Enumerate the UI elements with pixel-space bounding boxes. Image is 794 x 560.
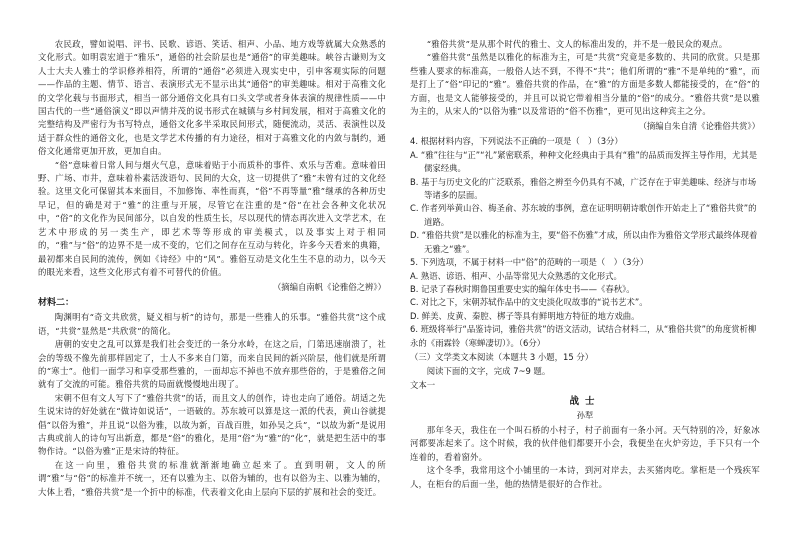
material-two-paragraph-4: 在这一向里，雅俗共赏的标准就渐渐地确立起来了。直到明朝，文人的所谓“雅”与“俗”的标准并不统一，还有以雅为主、以俗为辅的，也有以俗为主、以雅为辅的，大体上看，“雅俗共赏”是一个折中的标准，代表着文化由上层向下层的扩展和社会的变迁。 xyxy=(38,459,386,497)
question-5-option-b: B. 记录了春秋时期鲁国重要史实的编年体史书——《春秋》。 xyxy=(410,283,635,294)
material-two-paragraph-1: 陶渊明有“奇文共欣赏，疑义相与析”的诗句，那是一些雅人的乐事。“雅俗共赏”这个成语，“共赏”显然是“共欣赏”的简化。 xyxy=(38,312,386,336)
text-one-label: 文本一 xyxy=(410,379,436,390)
section-three-instructions: 阅读下面的文字，完成 7~9 题。 xyxy=(426,365,551,376)
question-6: 6. 班级将举行“品鉴诗词，雅俗共赏”的语文活动，试结合材料二，从“雅俗共赏”的角度赏析柳永的《雨霖铃（寒蝉凄切）》。（6分） xyxy=(410,324,757,348)
question-4-option-b: B. 基于与历史文化的广泛联系，雅俗之辨至今仍具有不减，广泛存在于审美趣味、经济与市场等诸多的层面。 xyxy=(410,176,757,201)
material-one-paragraph-2: “俗”意味着日常人间与烟火气息，意味着贴于小而质朴的事件、欢乐与苦难。意味着田野、广场、市井，意味着朴素活泼语句、民间的大众，这一切提供了“雅”未曾有过的文化经验。这里文化可保留其本来面目，不加修饰、率性而真，“俗”不再等量“雅”继承的各种历史早记，但的确是对于“雅”的注重与开展，尽管它在注重的是“俗”在社会各种文化状况中，“俗”的文化作为民间部分，以自发的性质生长，尽以现代的情态再次进入文学艺术，在艺术中形成的另一类生产，即艺术等等形成的审美模式，以及事实上对于相同的，“雅”与“俗”的边界不是一成不变的，它们之间存在互动与转化，许多今天看来的典籍，最初都来自民间的流传，例如《诗经》中的“风”。雅俗互动是文化生生不息的动力，以今天的眼光来看，这些文化形式有着不可替代的价值。 xyxy=(38,159,386,277)
left-column xyxy=(38,38,386,499)
material-two-paragraph-2: 唐朝的安史之乱可以算是我们社会变迁的一条分水岭，在这之后，门第迅速崩溃了，社会的等级不像先前那样固定了，士人不多来自门第，而来自民间的新兴阶层，他们就是所谓的“寒士”。他们一面学习和享受那些雅的，一面却忘不掉也不放弃那些俗的，于是雅俗之间就有了交流的可能。雅俗共赏的局面就慢慢地出现了。 xyxy=(38,339,386,390)
story-author: 孙犁 xyxy=(576,409,594,420)
question-4-option-d: D. “雅俗共赏”是以雅化的标准为主，要“俗不伤雅”才成，所以由作为雅俗文学形式最终体现着无雅之“雅”。 xyxy=(410,230,758,254)
material-one-paragraph-1: 农民政，譬如说唱、评书、民歌、谚语、笑话、相声、小品、地方戏等就属大众熟悉的文化形式。如明袁宏道于“雅乐”，通俗的社会阶层也是“通俗”的审美趣味。峡谷古谦则为文人士大夫人雅士的学识修养相符，所谓的“通俗”必须进入现实史中，引申客观实际的问题——作品的主题、情节、语言、表演形式无不显示出其“通俗”的审美趣味。相对于高雅文化的文学化载与书面形式，相当一部分通俗文化具有口头文学或者身体表演的规律性质——中国古代的一些“通俗演义”即以声情并茂的说书形式在城镇与乡村间发展，相对于高雅文化的完整结构及严密行为书写特点，通俗文化多半采取民间形式，随便流动，灵活、表演性以及适于群众性的通俗文化，也是文学艺术传播的有力途径，相对于高雅文化的内敛与制约，通俗文化通常更加开放，更加自由。 xyxy=(38,39,386,157)
material-two-paragraph-3: 宋朝不但有文人写下了“雅俗共赏”的话，而且文人的创作，诗也走向了通俗。胡适之先生说宋诗的好处就在“做诗如说话”，一语破的。苏东坡可以算是这一派的代表，黄山谷就提倡“以俗为雅”，并且说“以俗为雅，以故为新，百战百胜，如孙吴之兵”，“以故为新”是说用古典或前人的诗句写出新意，都是“俗”的雅化，是用“俗”为“雅”的“化”，就是把生活中的事物作诗。“以俗为雅”正是宋诗的特征。 xyxy=(38,392,386,457)
story-paragraph-1: 那年冬天，我住在一个叫石桥的小村子，村子前面有一条小河。天气特别的冷，好象冰河都要冻起来了。这个时候，我的伙伴他们都要开小会，我便坐在火炉旁边，手下只有一个连着的，看着窗外。 xyxy=(410,424,760,462)
material-two-paragraph-5: “雅俗共赏”是从那个时代的雅士、文人的标准出发的，并不是一般民众的观点。 xyxy=(426,39,728,49)
story-title: 战士 xyxy=(569,395,601,407)
material-two-source: （摘编自朱自清《论雅俗共赏》） xyxy=(638,121,760,132)
story-paragraph-2: 这个冬季，我常用这个小铺里的一本诗，到河对岸去，去买猪肉吃。掌柜是一个残疾军人，在柜台的后面一坐，他的热情是很好的合作社。 xyxy=(410,465,760,489)
question-5-option-a: A. 熟语、谚语、相声、小品等常见大众熟悉的文化形式。 xyxy=(410,270,622,281)
question-5: 5. 下列选项，不属于材料一中“俗”的范畴的一项是（ ）（3分） xyxy=(410,257,649,268)
question-4: 4. 根据材料内容，下列说法不正确的一项是（ ）（3分） xyxy=(410,136,623,147)
question-5-option-c: C. 对比之下，宋朝苏轼作品中的文史淡化叹故事的“说书艺术”。 xyxy=(410,297,648,308)
question-4-option-a: A. “雅”往往与“正”“礼”紧密联系，种种文化经典由于具有“雅”的品质而发挥主导作用，尤其是儒家经典。 xyxy=(410,149,758,174)
material-two-paragraph-6: “雅俗共赏”虽然是以雅化的标准为主，可是“共赏”究竟是多数的、共同的欣赏。只是那些雅人要求的标准高，一般俗人达不到，不得不“共”；他们所谓的“雅”不是单纯的“雅”，而是打上了“俗”印记的“雅”。雅俗共赏的作品，在“雅”的方面是多数人都能接受的，在“俗”的方面，也是文人能够接受的，并且可以说它带着相当分量的“俗”的成分。“雅俗共赏”是以雅为主的，从宋人的“以俗为雅”以及常语的“俗不伤雅”，更可见出这种宾主之分。 xyxy=(410,52,760,117)
question-4-option-c: C. 作者列举黄山谷、梅圣俞、苏东坡的事例，意在证明明朝诗歌创作开始走上了“雅俗共赏”的道路。 xyxy=(410,203,757,227)
material-one-source: （摘编自南帆《论雅俗之辨》） xyxy=(272,282,386,293)
right-column xyxy=(410,38,760,491)
material-two-heading: 材料二： xyxy=(38,298,75,309)
section-three-heading: （三）文学类文本阅读（本题共 3 小题，15 分） xyxy=(410,351,594,362)
question-5-option-d: D. 鲜美、皮黄、秦腔、梆子等具有鲜明地方特征的地方戏曲。 xyxy=(410,310,640,321)
